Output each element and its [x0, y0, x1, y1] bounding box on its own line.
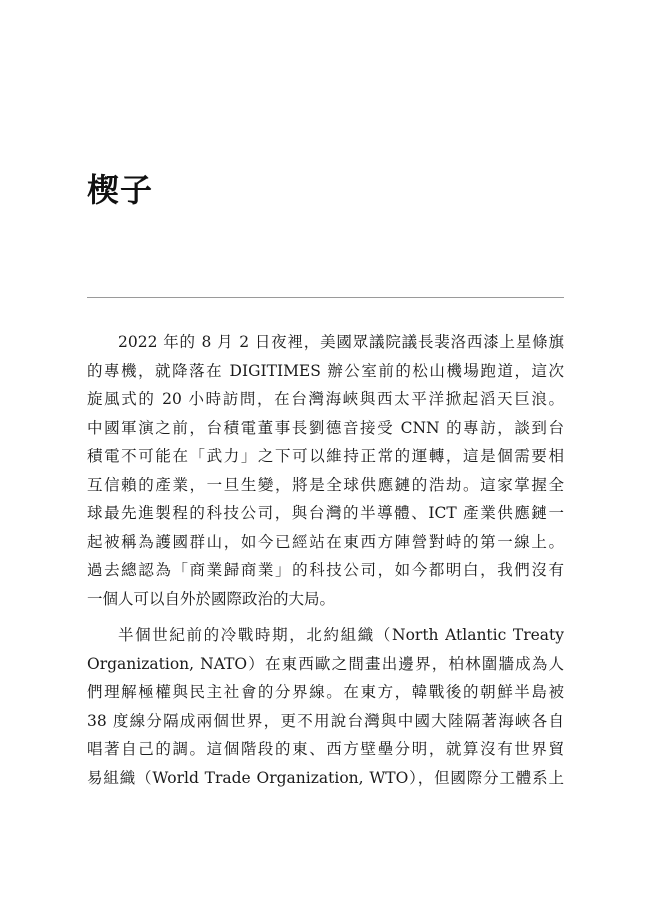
text-line: 起被稱為護國群山，如今已經站在東西方陣營對峙的第一線上。: [87, 532, 564, 551]
text-line: Organization, NATO）在東西歐之間畫出邊界，柏林圍牆成為人: [87, 654, 564, 673]
text-line: 積電不可能在「武力」之下可以維持正常的運轉，這是個需要相: [87, 447, 564, 465]
text-line: 中國軍演之前，台積電董事長劉德音接受 CNN 的專訪，談到台: [87, 418, 564, 437]
text-line: 易組織（World Trade Organization, WTO），但國際分工體系上: [87, 768, 564, 787]
body-text: [87, 328, 564, 792]
text-line: 球最先進製程的科技公司，與台灣的半導體、ICT 產業供應鏈一: [87, 504, 564, 522]
text-line: 們理解極權與民主社會的分界線。在東方，韓戰後的朝鮮半島被: [87, 683, 564, 701]
text-line: 互信賴的產業，一旦生變，將是全球供應鏈的浩劫。這家掌握全: [87, 475, 564, 494]
paragraph-1: [87, 328, 564, 613]
text-line: 38 度線分隔成兩個世界，更不用說台灣與中國大陸隔著海峽各自: [87, 711, 564, 730]
text-line: 過去總認為「商業歸商業」的科技公司，如今都明白，我們沒有: [87, 561, 564, 579]
paragraph-2: [87, 621, 564, 792]
chapter-title: 楔子: [87, 171, 154, 209]
text-line: 的專機，就降落在 DIGITIMES 辦公室前的松山機場跑道，這次: [87, 361, 564, 380]
text-line: 唱著自己的調。這個階段的東、西方壁壘分明，就算沒有世界貿: [87, 740, 564, 758]
text-line: 一個人可以自外於國際政治的大局。: [87, 589, 336, 608]
text-line: 半個世紀前的冷戰時期，北約組織（North Atlantic Treaty: [118, 626, 564, 644]
text-line: 2022 年的 8 月 2 日夜裡，美國眾議院議長裴洛西漆上星條旗: [118, 333, 564, 351]
text-line: 旋風式的 20 小時訪問，在台灣海峽與西太平洋掀起滔天巨浪。: [87, 390, 564, 408]
title-divider: [87, 297, 564, 298]
